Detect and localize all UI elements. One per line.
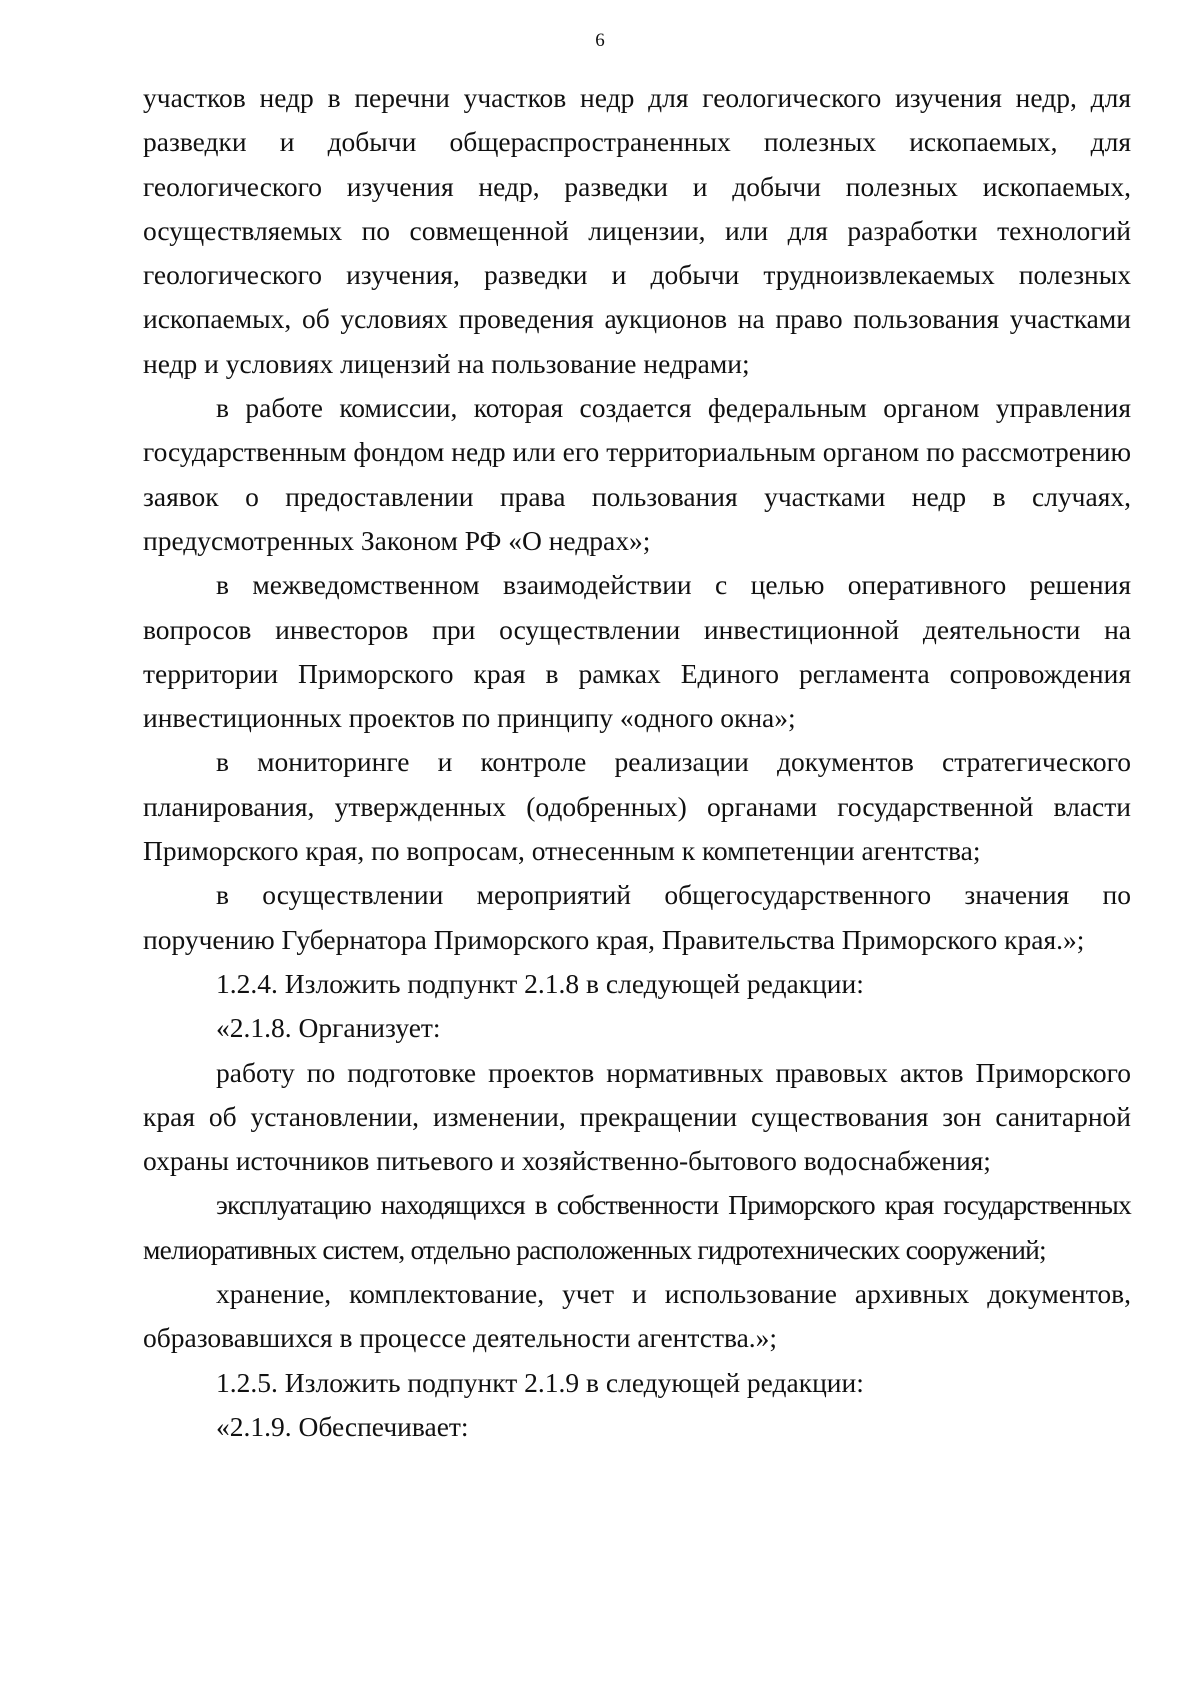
paragraph-amend-2-1-8: 1.2.4. Изложить подпункт 2.1.8 в следующей редакции: [216,967,864,999]
paragraph-melioration: эксплуатацию находящихся в собственности Приморского края государственных мелиоративных систем, отдельно расположенных гидротехнических сооружений; [143,1189,1131,1265]
paragraph-archives: хранение, комплектование, учет и использование архивных документов, образовавшихся в процессе деятельности агентства.»; [143,1278,1131,1354]
paragraph-2-1-9-heading: «2.1.9. Обеспечивает: [216,1410,469,1442]
paragraph-commission: в работе комиссии, которая создается федеральным органом управления государственным фондом недр или его территориальным органом по рассмотрению заявок о предоставлении права пользования участками недр в случаях, предусмотренных Законом РФ «О недрах»; [143,392,1131,556]
paragraph-2-1-8-heading: «2.1.8. Организует: [216,1012,441,1044]
page-number: 6 [595,30,605,51]
paragraph-sanitary-zones: работу по подготовке проектов нормативных правовых актов Приморского края об установлении, изменении, прекращении существования зон санитарной охраны источников питьевого и хозяйственно-бытового водоснабжения; [143,1056,1131,1177]
paragraph-monitoring: в мониторинге и контроле реализации документов стратегического планирования, утвержденных (одобренных) органами государственной власти Приморского края, по вопросам, отнесенным к компетенции агентства; [143,746,1131,867]
paragraph-interagency: в межведомственном взаимодействии с целью оперативного решения вопросов инвесторов при осуществлении инвестиционной деятельности на территории Приморского края в рамках Единого регламента сопровождения инвестиционных проектов по принципу «одного окна»; [143,569,1131,734]
paragraph-national-events: в осуществлении мероприятий общегосударственного значения по поручению Губернатора Приморского края, Правительства Приморского края.»; [143,879,1131,955]
document-body [143,76,1131,1449]
paragraph-subsoil-lists: участков недр в перечни участков недр для геологического изучения недр, для разведки и добычи общераспространенных полезных ископаемых, для геологического изучения недр, разведки и добычи полезных ископаемых, осуществляемых по совмещенной лицензии, или для разработки технологий геологического изучения, разведки и добычи трудноизвлекаемых полезных ископаемых, об условиях проведения аукционов на право пользования участками недр и условиях лицензий на пользование недрами; [143,82,1131,379]
paragraph-amend-2-1-9: 1.2.5. Изложить подпункт 2.1.9 в следующей редакции: [216,1366,864,1398]
